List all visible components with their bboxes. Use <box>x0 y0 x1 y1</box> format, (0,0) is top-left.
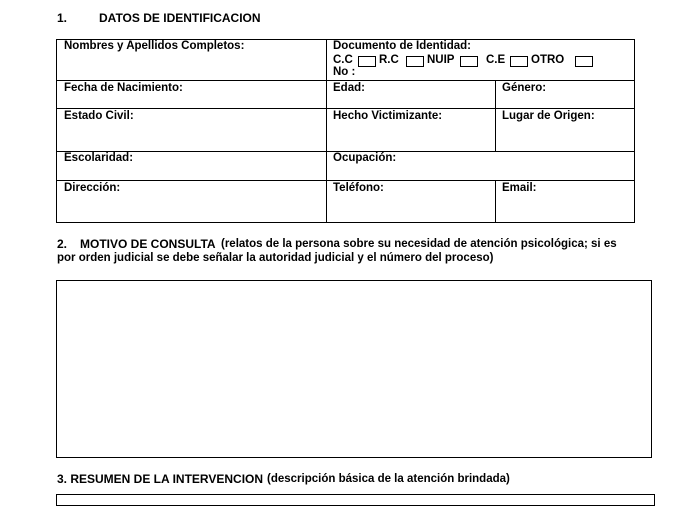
ocupacion-label: Ocupación: <box>333 152 397 164</box>
email-label: Email: <box>502 182 537 194</box>
doc-rc-label: R.C <box>379 54 399 66</box>
nombres-label: Nombres y Apellidos Completos: <box>64 40 245 52</box>
doc-cc-label: C.C <box>333 54 353 66</box>
row-divider <box>56 180 635 181</box>
row-divider <box>56 80 635 81</box>
motivo-consulta-textarea[interactable] <box>56 280 652 458</box>
doc-otro-label: OTRO <box>531 54 565 66</box>
column-divider <box>495 180 496 223</box>
hecho-victimizante-label: Hecho Victimizante: <box>333 110 443 122</box>
section-3-description: (descripción básica de la atención brindada) <box>267 473 510 485</box>
doc-nuip-checkbox[interactable] <box>460 56 478 67</box>
documento-label: Documento de Identidad: <box>333 40 471 52</box>
section-3-title: 3. RESUMEN DE LA INTERVENCION <box>57 472 264 486</box>
doc-rc-checkbox[interactable] <box>406 56 424 67</box>
doc-nuip-label: NUIP <box>427 54 455 66</box>
doc-cc-checkbox[interactable] <box>358 56 376 67</box>
lugar-origen-label: Lugar de Origen: <box>502 110 595 122</box>
doc-ce-label: C.E <box>486 54 506 66</box>
section-2-number: 2. <box>57 237 68 251</box>
edad-label: Edad: <box>333 82 365 94</box>
doc-ce-checkbox[interactable] <box>510 56 528 67</box>
genero-label: Género: <box>502 82 547 94</box>
section-2-title: MOTIVO DE CONSULTA <box>80 237 216 251</box>
resumen-intervencion-textarea[interactable] <box>56 494 655 506</box>
doc-number-label: No : <box>333 66 356 78</box>
row-divider <box>56 108 635 109</box>
column-divider <box>495 80 496 151</box>
estado-civil-label: Estado Civil: <box>64 110 134 122</box>
fecha-nacimiento-label: Fecha de Nacimiento: <box>64 82 183 94</box>
section-2-description: (relatos de la persona sobre su necesidad de atención psicológica; si es <box>221 238 617 250</box>
direccion-label: Dirección: <box>64 182 121 194</box>
doc-otro-checkbox[interactable] <box>575 56 593 67</box>
section-1-title: DATOS DE IDENTIFICACION <box>99 11 261 25</box>
escolaridad-label: Escolaridad: <box>64 152 134 164</box>
telefono-label: Teléfono: <box>333 182 384 194</box>
section-1-number: 1. <box>57 11 68 25</box>
section-2-description-line2: por orden judicial se debe señalar la autoridad judicial y el número del proceso) <box>57 252 494 264</box>
column-divider <box>326 39 327 223</box>
